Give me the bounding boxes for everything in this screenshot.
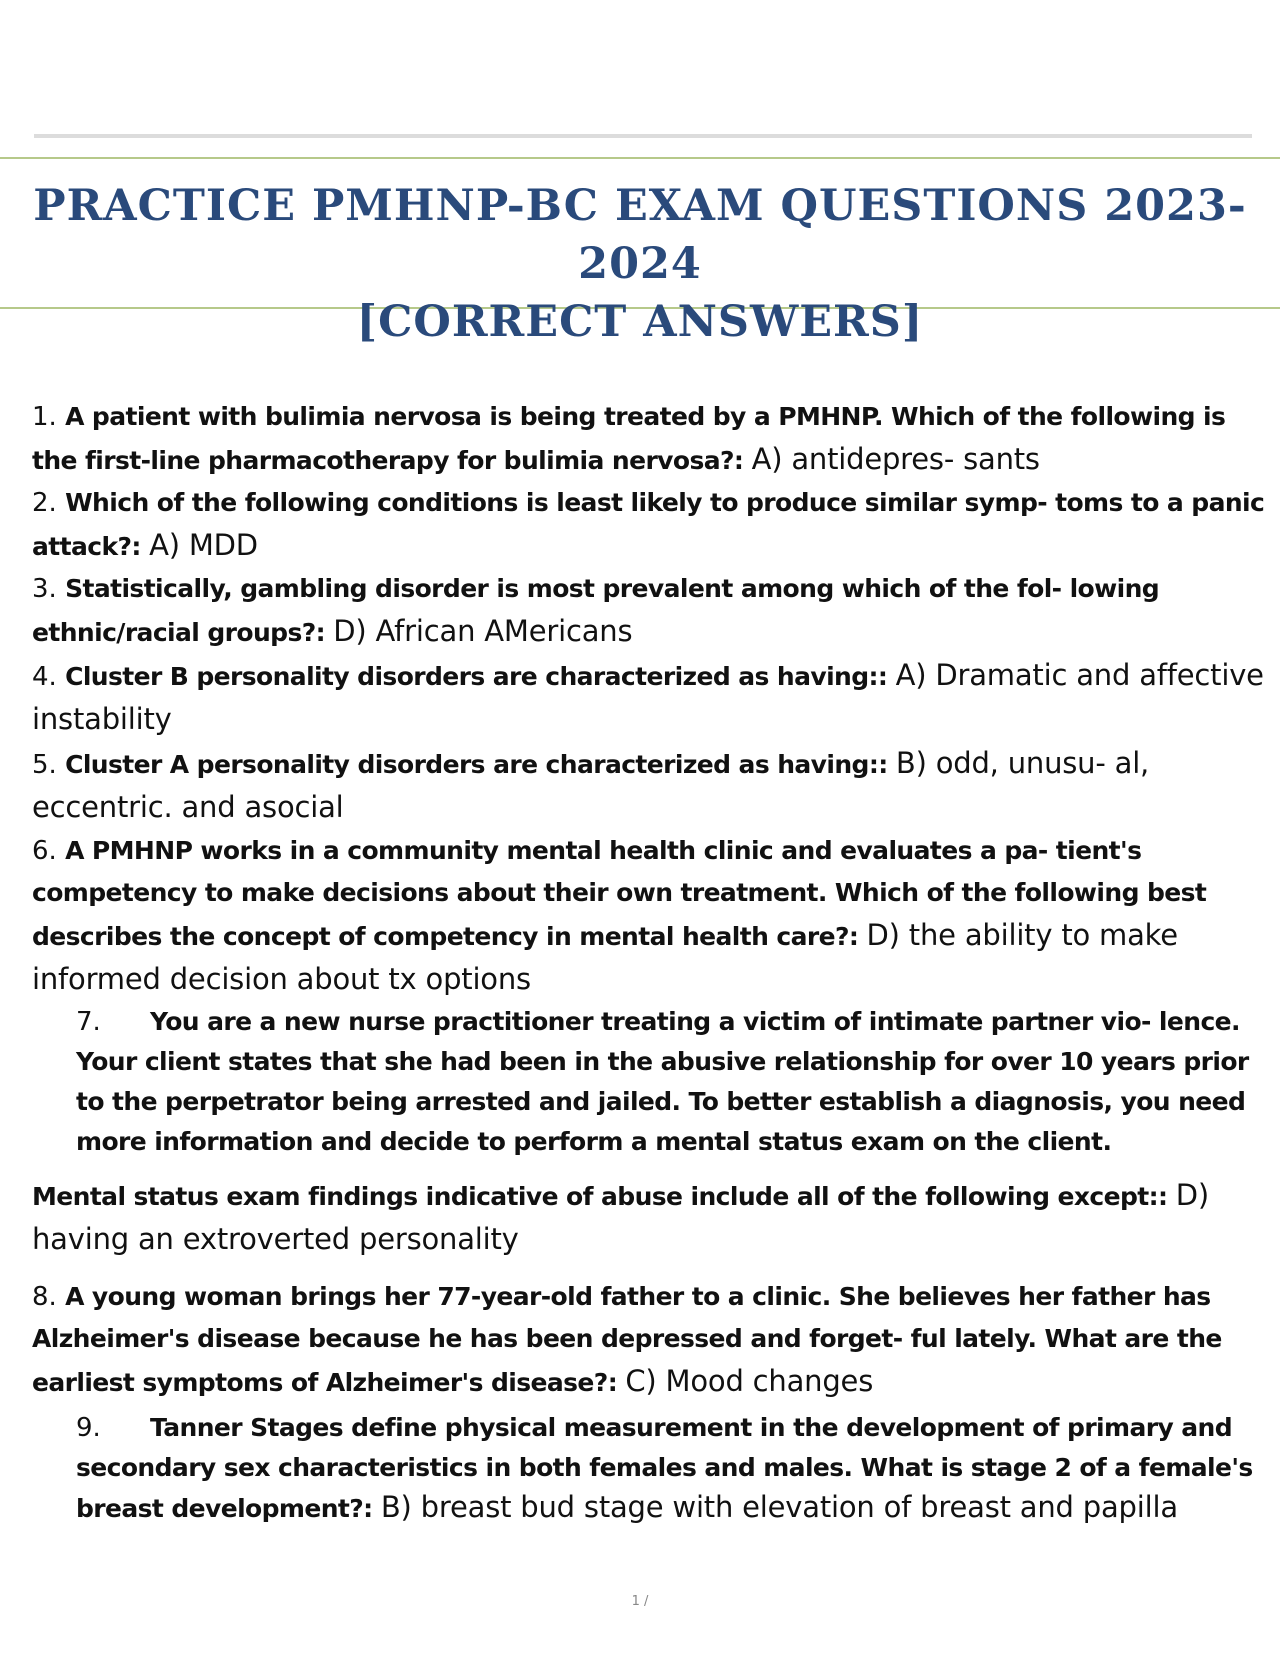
question-stem: Tanner Stages define physical measurement in the development of primary and secondary sex characteristics in both females and males. What is stage 2 of a female's breast development?: [76,1413,1253,1523]
question-answer: A) antidepres- sants [751,442,1040,476]
question-answer: D) having an extroverted personality [32,1178,1209,1256]
question-item-3 [32,568,1268,654]
question-stem: Cluster A personality disorders are characterized as having:: [65,750,888,779]
document-title [0,177,1280,351]
question-number: 3. [32,574,57,604]
question-number: 8. [32,1282,57,1312]
question-item-4 [32,654,1268,742]
question-number: 7. [76,1007,101,1037]
question-number: 6. [32,836,57,866]
question-item-5 [32,742,1268,830]
question-number: 4. [32,662,57,692]
question-answer: B) breast bud stage with elevation of breast and papilla [380,1490,1178,1524]
question-answer: A) MDD [149,528,258,562]
question-answer: C) Mood changes [625,1364,874,1398]
question-number: 1. [32,402,57,432]
question-answer: D) African AMericans [333,614,633,648]
question-answer: A) Dramatic and affective instability [32,658,1264,736]
title-line-2: [CORRECT ANSWERS] [356,297,924,347]
page-number: 1 / [631,1594,649,1609]
question-number: 2. [32,488,57,518]
question-stem: A young woman brings her 77-year-old father to a clinic. She believes her father has Alzheimer's disease because he has been depressed and forget- ful lately. What are the earliest symptoms of Alzheimer's disease?: [32,1282,1222,1397]
question-stem: A patient with bulimia nervosa is being treated by a PMHNP. Which of the following is the first-line pharmacotherapy for bulimia nervosa?: [32,402,1226,475]
question-stem: You are a new nurse practitioner treating a victim of intimate partner vio- lence. Your client states that she had been in the abusive relationship for over 10 years prior to the perpetrator being arrested and jailed. To better establish a diagnosis, you need more information and decide to perform a mental status exam on the client. [76,1007,1249,1156]
question-stem: Statistically, gambling disorder is most prevalent among which of the fol- lowing ethnic/racial groups?: [32,574,1160,647]
question-stem: Cluster B personality disorders are characterized as having:: [65,662,888,691]
question-list [32,396,1268,1529]
question-item-1 [32,396,1268,482]
question-item-8 [32,1276,1268,1404]
question-item-2 [32,482,1268,568]
question-item-6 [32,830,1268,1002]
header-divider [34,134,1252,138]
question-item-7 [32,1002,1268,1162]
question-number: 9. [76,1413,101,1443]
question-stem-continued: Mental status exam findings indicative of abuse include all of the following except:: [32,1182,1168,1211]
title-block [0,157,1280,347]
question-number: 5. [32,750,57,780]
question-stem: A PMHNP works in a community mental health clinic and evaluates a pa- tient's competency to make decisions about their own treatment. Which of the following best describes the concept of competency in mental health care?: [32,836,1207,951]
question-item-9 [32,1408,1268,1529]
question-answer: B) odd, unusu- al, eccentric. and asocial [32,746,1150,824]
title-line-1: PRACTICE PMHNP-BC EXAM QUESTIONS 2023-2024 [33,181,1247,289]
question-stem: Which of the following conditions is least likely to produce similar symp- toms to a panic attack?: [32,488,1265,561]
question-item-7-continued [32,1174,1268,1262]
question-answer: D) the ability to make informed decision about tx options [32,918,1178,996]
